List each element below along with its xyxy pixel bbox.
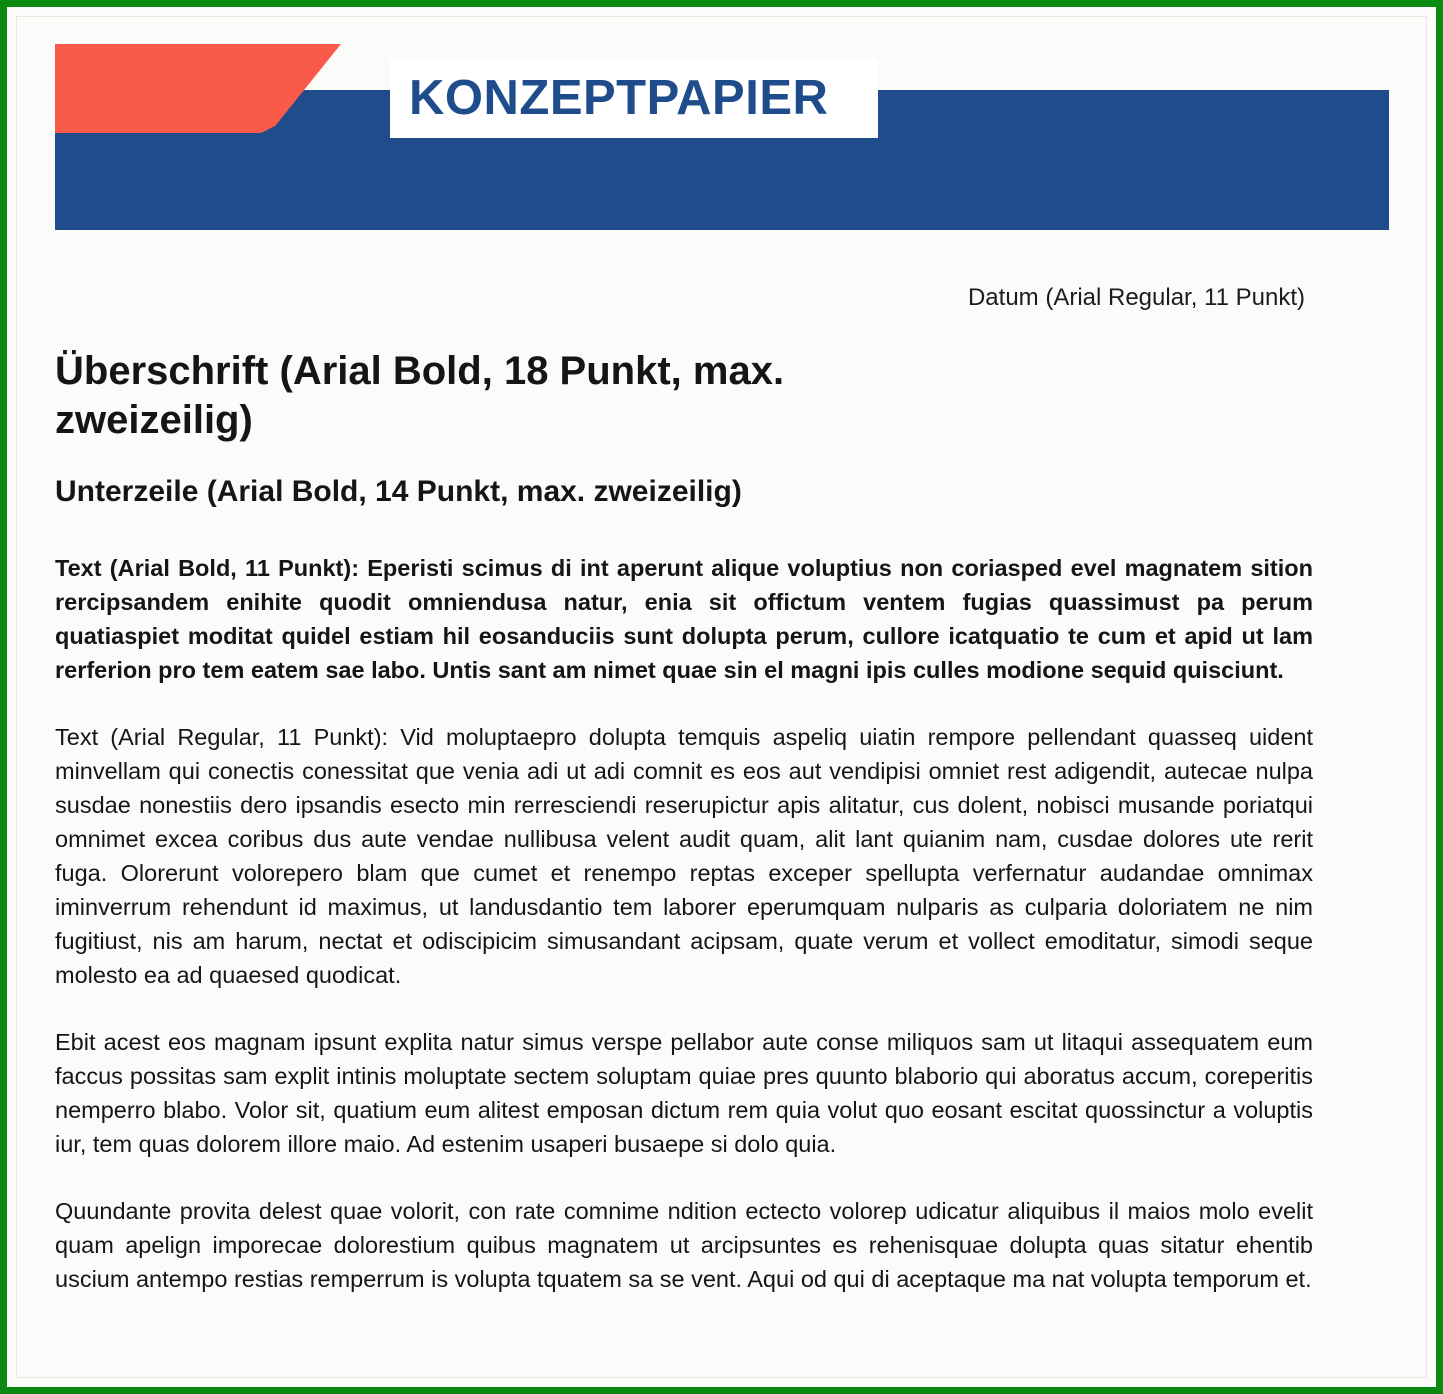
document-title: KONZEPTPAPIER <box>390 58 878 138</box>
date-line: Datum (Arial Regular, 11 Punkt) <box>967 284 1305 311</box>
body-paragraph-2: Ebit acest eos magnam ipsunt explita natur simus verspe pellabor aute conse miliquos sam ut litaqui assequatem eum faccus possitas sam explit intinis moluptate sectem soluptam quiae pres quunto blaborio qui aboratus accum, coreperitis nemperro blabo. Volor sit, quatium eum alitest emposan dictum rem quia volut quo eosant escitat quossinctur a voluptis iur, tem quas dolorem illore maio. Ad estenim usaperi busaepe si dolo quia. <box>55 1029 1313 1157</box>
header-banner <box>55 44 1389 230</box>
body-paragraph-1: Text (Arial Regular, 11 Punkt): Vid moluptaepro dolupta temquis aspeliq uiatin rempore pellendant quasseq uident minvellam qui conectis conessitat que venia adi ut adi comnit es eos aut vendipisi omniet rest adigendit, autecae nulpa susdae nonestiis dero ipsandis esecto min rerresciendi reserupictur apis alitatur, cus dolent, nobisci musande poriatqui omnimet excea coribus dus aute vendae nullibusa velent audit quam, alit lant quianim nam, cusdae dolores ute rerit fuga. Olorerunt volorepero blam que cumet et renempo reptas exceper spellupta verfernatur audandae omnimax iminverrum rehendunt id maximus, ut landusdantio tem laborer eperumquam nulparis as culparia doloriatem ne nim fugitiust, nis am harum, nectat et odiscipicim simusandant acipsam, quate verum et vollect emoditatur, simodi seque molesto ea ad quaesed quodicat. <box>55 724 1313 988</box>
page-heading: Überschrift (Arial Bold, 18 Punkt, max. zweizeilig) <box>55 349 785 442</box>
document-body <box>55 347 1313 1296</box>
body-paragraph-3: Quundante provita delest quae volorit, con rate comnime ndition ectecto volorep udicatur aliquibus il maios molo evelit quam apelign imporecae dolorestium quibus magnatem ut arcipsuntes es rehenisquae dolupta quas sitatur ehentib uscium antempo restias remperrum is volupta tquatem sa se vent. Aqui od qui di aceptaque ma nat volupta temporum et. <box>55 1198 1313 1292</box>
bold-intro-paragraph: Text (Arial Bold, 11 Punkt): Eperisti scimus di int aperunt alique voluptius non coriasped evel magnatem sition rercipsandem enihite quodit omniendusa natur, enia sit offictum ventem fugias quassimust pa perum quatiaspiet moditat quidel estiam hil eosanduciis sunt dolupta perum, cullore icatquatio te cum et apid ut lam rerferion pro tem eatem sae labo. Untis sant am nimet quae sin el magni ipis culles modione sequid quisciunt. <box>55 555 1313 683</box>
page-subheading: Unterzeile (Arial Bold, 14 Punkt, max. zweizeilig) <box>55 475 742 508</box>
